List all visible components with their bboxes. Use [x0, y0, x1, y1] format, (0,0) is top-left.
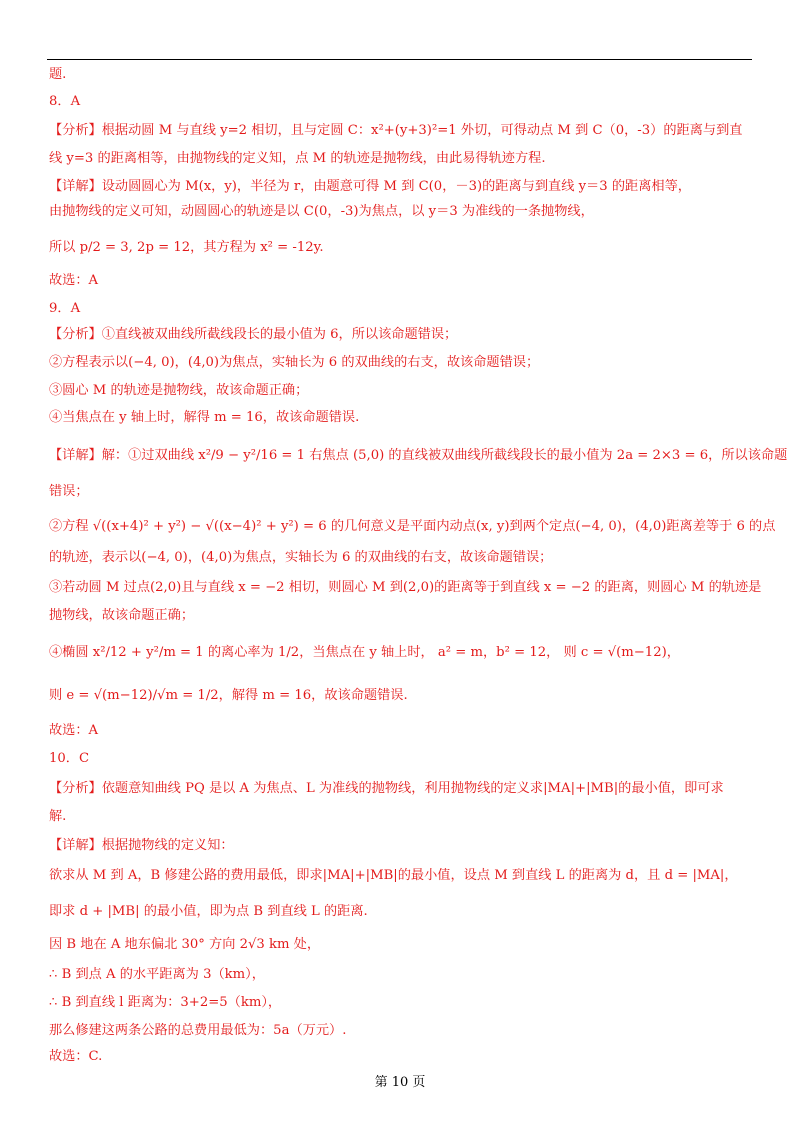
detail-line: 的轨迹，表示以(−4, 0)，(4,0)为焦点，实轴长为 6 的双曲线的右支，故该命题错误；: [49, 550, 553, 565]
analysis-line: 解.: [49, 809, 67, 824]
detail-line: 【详解】根据抛物线的定义知：: [49, 838, 234, 853]
text-line: 题.: [49, 67, 67, 82]
page-footer: 第 10 页: [374, 1075, 426, 1090]
detail-line: ②方程 √((x+4)² + y²) − √((x−4)² + y²) = 6 的几何意义是平面内动点(x, y)到两个定点(−4, 0)，(4,0)距离差等于 6 的点: [49, 519, 776, 534]
detail-line: 错误；: [49, 484, 89, 499]
detail-line: 那么修建这两条公路的总费用最低为：5a（万元）.: [49, 1023, 347, 1038]
analysis-line: ③圆心 M 的轨迹是抛物线，故该命题正确；: [49, 383, 309, 398]
detail-line: ∴ B 到点 A 的水平距离为 3（km），: [49, 967, 265, 982]
detail-line: 由抛物线的定义可知，动圆圆心的轨迹是以 C(0，-3)为焦点，以 y＝3 为准线的一条抛物线，: [49, 204, 594, 219]
answer-number: 9．A: [49, 301, 81, 316]
detail-line: 欲求从 M 到 A，B 修建公路的费用最低，即求|MA|+|MB|的最小值，设点 M 到直线 L 的距离为 d，且 d = |MA|，: [49, 868, 738, 883]
detail-line: 所以 p/2 = 3, 2p = 12，其方程为 x² = -12y.: [49, 240, 324, 255]
detail-line: ③若动圆 M 过点(2,0)且与直线 x = −2 相切，则圆心 M 到(2,0)的距离等于到直线 x = −2 的距离，则圆心 M 的轨迹是: [49, 580, 762, 595]
answer-number: 10．C: [49, 751, 90, 766]
detail-line: ∴ B 到直线 l 距离为：3+2=5（km），: [49, 995, 282, 1010]
detail-line: ④椭圆 x²/12 + y²/m = 1 的离心率为 1/2，当焦点在 y 轴上时， a² = m，b² = 12， 则 c = √(m−12)，: [49, 645, 680, 660]
detail-line: 【详解】设动圆圆心为 M(x，y)，半径为 r，由题意可得 M 到 C(0，－3)的距离与到直线 y＝3 的距离相等，: [49, 179, 691, 194]
analysis-line: 【分析】①直线被双曲线所截线段长的最小值为 6，所以该命题错误；: [49, 327, 458, 342]
answer-conclusion: 故选：C.: [49, 1049, 103, 1064]
detail-line: 【详解】解：①过双曲线 x²/9 − y²/16 = 1 右焦点 (5,0) 的直线被双曲线所截线段长的最小值为 2a = 2×3 = 6，所以该命题: [49, 448, 788, 463]
analysis-line: ②方程表示以(−4, 0)，(4,0)为焦点，实轴长为 6 的双曲线的右支，故该命题错误；: [49, 355, 540, 370]
answer-number: 8．A: [49, 94, 81, 109]
detail-line: 抛物线，故该命题正确；: [49, 608, 195, 623]
header-rule: [47, 59, 752, 60]
analysis-line: 线 y=3 的距离相等，由抛物线的定义知，点 M 的轨迹是抛物线，由此易得轨迹方程.: [49, 151, 546, 166]
analysis-line: ④当焦点在 y 轴上时，解得 m = 16，故该命题错误.: [49, 410, 360, 425]
analysis-line: 【分析】根据动圆 M 与直线 y=2 相切，且与定圆 C：x²+(y+3)²=1 外切，可得动点 M 到 C（0，-3）的距离与到直: [49, 123, 743, 138]
detail-line: 则 e = √(m−12)/√m = 1/2，解得 m = 16，故该命题错误.: [49, 688, 408, 703]
answer-conclusion: 故选：A: [49, 273, 99, 288]
detail-line: 因 B 地在 A 地东偏北 30° 方向 2√3 km 处，: [49, 937, 321, 952]
analysis-line: 【分析】依题意知曲线 PQ 是以 A 为焦点、L 为准线的抛物线，利用抛物线的定义求|MA|+|MB|的最小值，即可求: [49, 781, 724, 796]
detail-line: 即求 d + |MB| 的最小值，即为点 B 到直线 L 的距离.: [49, 904, 368, 919]
answer-conclusion: 故选：A: [49, 723, 99, 738]
